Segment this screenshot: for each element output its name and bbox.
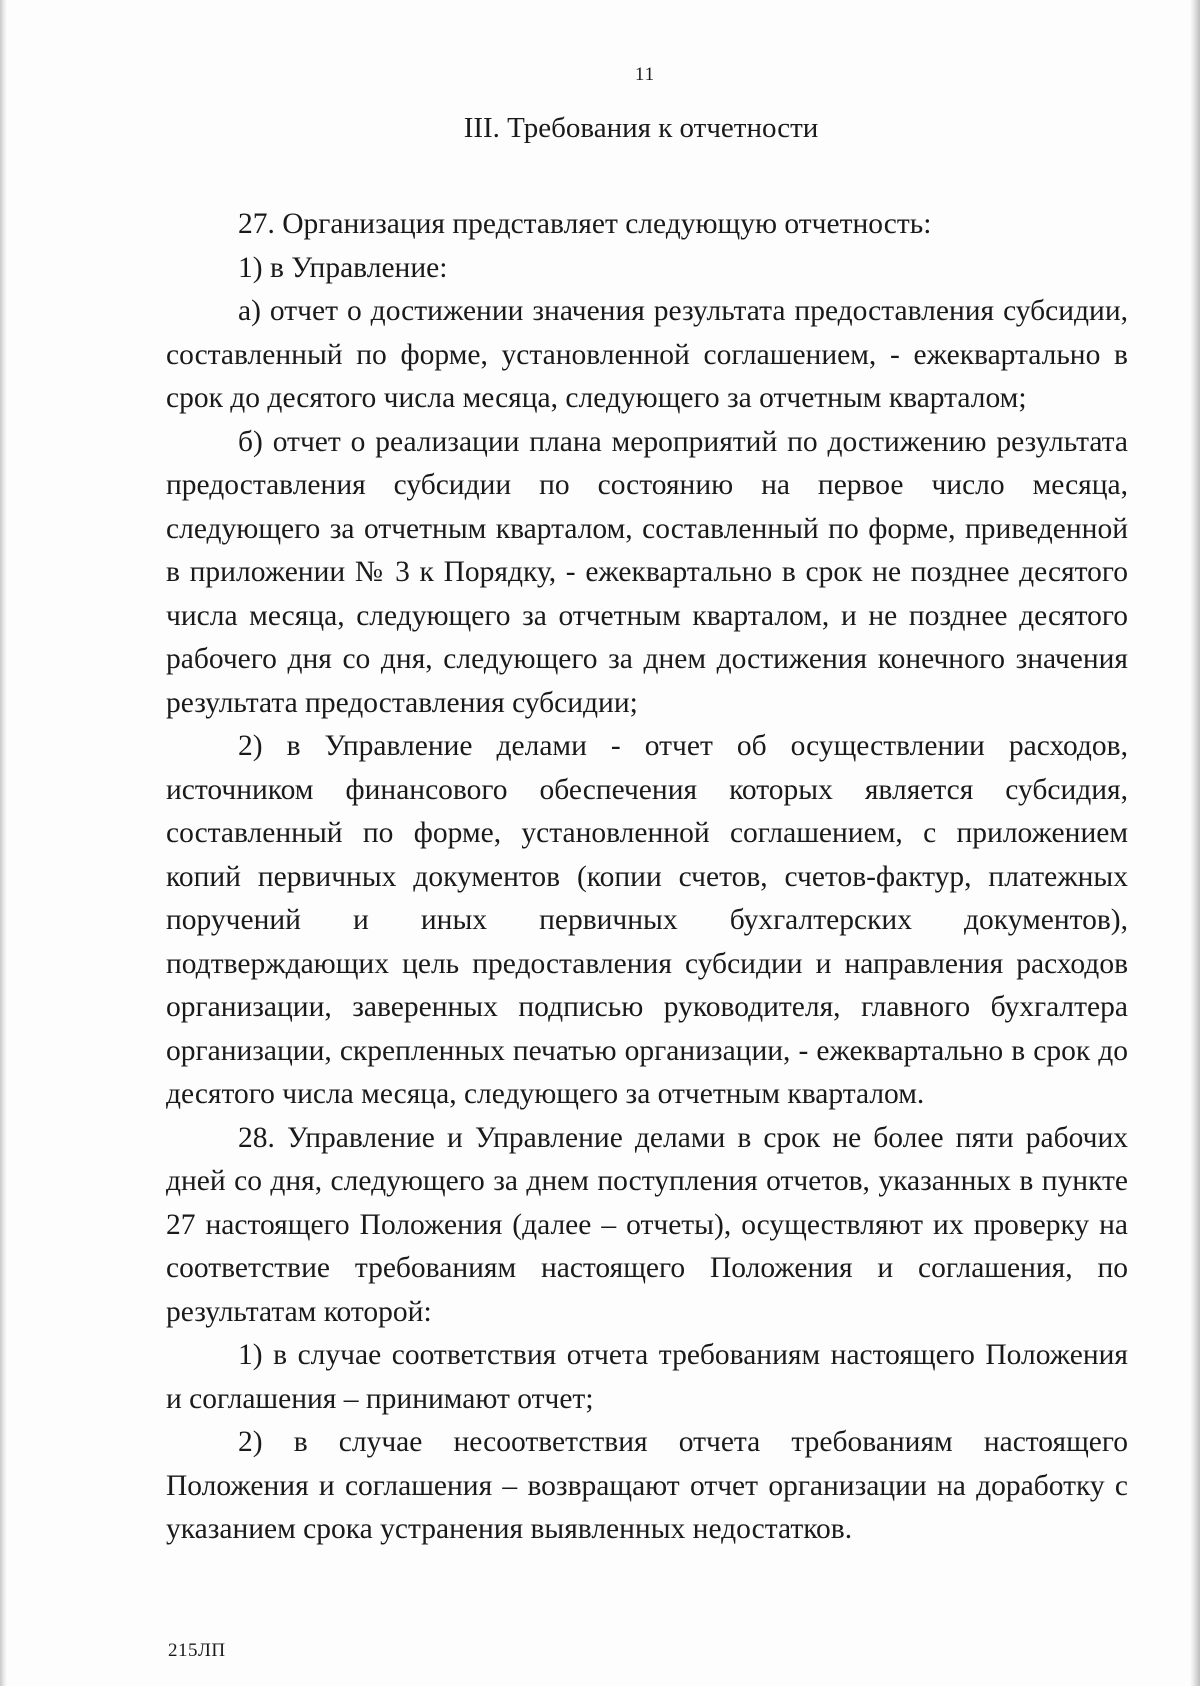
paragraph-27-item-2: 2) в Управление делами - отчет об осуществлении расходов, источником финансового обеспечения которых является субсидия, составленный по форме, установленной соглашением, с приложением копий первичных документов (копии счетов, счетов-фактур, платежных поручений и иных первичных бухгалтерских документов), подтверждающих цель предоставления субсидии и направления расходов организации, заверенных подписью руководителя, главного бухгалтера организации, скрепленных печатью организации, - ежеквартально в срок до десятого числа месяца, следующего за отчетным кварталом. xyxy=(166,730,1128,1110)
paragraph-28: 28. Управление и Управление делами в срок не более пяти рабочих дней со дня, следующего за днем поступления отчетов, указанных в пункте 27 настоящего Положения (далее – отчеты), осуществляют их проверку на соответствие требованиям настоящего Положения и соглашения, по результатам которой: xyxy=(166,1121,1128,1328)
scan-edge-left xyxy=(0,0,7,1686)
scan-edge-right xyxy=(1190,0,1200,1686)
section-title: III. Требования к отчетности xyxy=(463,112,819,144)
paragraph-28-item-1: 1) в случае соответствия отчета требованиям настоящего Положения и соглашения – принимают отчет; xyxy=(166,1339,1128,1415)
document-code: 215ЛП xyxy=(168,1640,226,1661)
paragraph-27-item-1b: б) отчет о реализации плана мероприятий по достижению результата предоставления субсидии по состоянию на первое число месяца, следующего за отчетным кварталом, составленный по форме, приведенной в приложении № 3 к Порядку, - ежеквартально в срок не позднее десятого числа месяца, следующего за отчетным кварталом, и не позднее десятого рабочего дня со дня, следующего за днем достижения конечного значения результата предоставления субсидии; xyxy=(166,425,1128,719)
document-body xyxy=(166,203,1128,1552)
paragraph-28-item-2: 2) в случае несоответствия отчета требованиям настоящего Положения и соглашения – возвращают отчет организации на доработку с указанием срока устранения выявленных недостатков. xyxy=(166,1426,1128,1545)
paragraph-27-item-1a: а) отчет о достижении значения результата предоставления субсидии, составленный по форме, установленной соглашением, - ежеквартально в срок до десятого числа месяца, следующего за отчетным кварталом; xyxy=(166,295,1128,414)
paragraph-27-item-1: 1) в Управление: xyxy=(238,251,448,284)
page-number: 11 xyxy=(634,64,656,85)
paragraph-27-intro: 27. Организация представляет следующую отчетность: xyxy=(238,208,932,240)
